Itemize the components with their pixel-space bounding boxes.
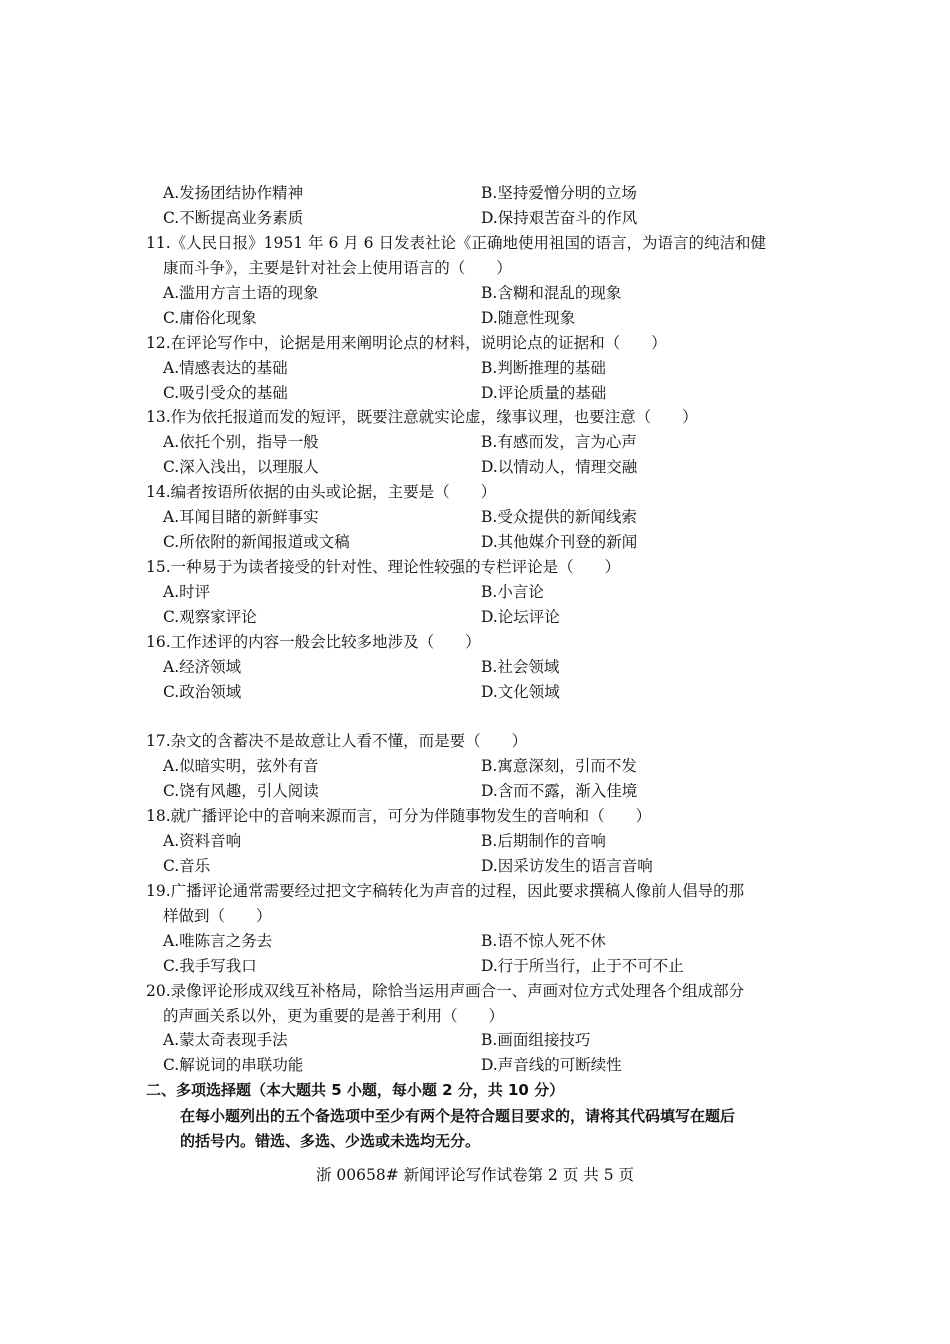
q18-option-a: A.资料音响 (163, 832, 242, 850)
q14-option-d: D.其他媒介刊登的新闻 (481, 533, 638, 551)
section2-instruction-line2: 的括号内。错选、多选、少选或未选均无分。 (180, 1132, 481, 1150)
q13-option-d: D.以情动人，情理交融 (481, 458, 638, 476)
q16-option-a: A.经济领域 (163, 658, 242, 676)
q12-option-a: A.情感表达的基础 (163, 359, 288, 377)
q11-option-c: C.庸俗化现象 (163, 309, 257, 327)
q13-option-a: A.依托个别，指导一般 (163, 433, 319, 451)
q10-option-d: D.保持艰苦奋斗的作风 (481, 209, 638, 227)
q11-option-d: D.随意性现象 (481, 309, 576, 327)
page-footer: 浙 00658# 新闻评论写作试卷第 2 页 共 5 页 (315, 1166, 634, 1184)
q16-option-b: B.社会领域 (481, 658, 560, 676)
q14-option-b: B.受众提供的新闻线索 (481, 508, 637, 526)
q20-option-d: D.声音线的可断续性 (481, 1056, 622, 1074)
q12-text: 12.在评论写作中，论据是用来阐明论点的材料，说明论点的证据和（ ） (146, 334, 667, 352)
q19-option-c: C.我手写我口 (163, 957, 257, 975)
q17-option-b: B.寓意深刻，引而不发 (481, 757, 637, 775)
q19-option-b: B.语不惊人死不休 (481, 932, 606, 950)
q18-text: 18.就广播评论中的音响来源而言，可分为伴随事物发生的音响和（ ） (146, 807, 652, 825)
q20-text-line2: 的声画关系以外，更为重要的是善于利用（ ） (163, 1007, 505, 1025)
q11-option-a: A.滥用方言土语的现象 (163, 284, 319, 302)
q17-option-d: D.含而不露，渐入佳境 (481, 782, 638, 800)
q15-option-a: A.时评 (163, 583, 211, 601)
q17-option-c: C.饶有风趣，引人阅读 (163, 782, 319, 800)
q18-option-d: D.因采访发生的语言音响 (481, 857, 653, 875)
q16-option-c: C.政治领域 (163, 683, 242, 701)
q19-option-a: A.唯陈言之务去 (163, 932, 273, 950)
q13-option-b: B.有感而发，言为心声 (481, 433, 637, 451)
q19-option-d: D.行于所当行，止于不可不止 (481, 957, 684, 975)
q20-option-b: B.画面组接技巧 (481, 1031, 591, 1049)
q12-option-c: C.吸引受众的基础 (163, 384, 288, 402)
q17-option-a: A.似暗实明，弦外有音 (163, 757, 319, 775)
q12-option-b: B.判断推理的基础 (481, 359, 606, 377)
q16-text: 16.工作述评的内容一般会比较多地涉及（ ） (146, 633, 481, 651)
q20-option-a: A.蒙太奇表现手法 (163, 1031, 288, 1049)
q11-option-b: B.含糊和混乱的现象 (481, 284, 622, 302)
q11-text-line2: 康而斗争》，主要是针对社会上使用语言的（ ） (163, 259, 512, 277)
q10-option-c: C.不断提高业务素质 (163, 209, 304, 227)
q19-text-line1: 19.广播评论通常需要经过把文字稿转化为声音的过程，因此要求撰稿人像前人倡导的那 (146, 882, 745, 900)
q12-option-d: D.评论质量的基础 (481, 384, 607, 402)
q20-option-c: C.解说词的串联功能 (163, 1056, 304, 1074)
q17-text: 17.杂文的含蓄决不是故意让人看不懂，而是要（ ） (146, 732, 528, 750)
q11-text-line1: 11.《人民日报》1951 年 6 月 6 日发表社论《正确地使用祖国的语言，为语言的纯洁和健 (146, 234, 766, 252)
q10-option-a: A.发扬团结协作精神 (163, 184, 304, 202)
q15-text: 15.一种易于为读者接受的针对性、理论性较强的专栏评论是（ ） (146, 558, 621, 576)
section2-heading: 二、多项选择题（本大题共 5 小题，每小题 2 分，共 10 分） (146, 1081, 565, 1099)
q20-text-line1: 20.录像评论形成双线互补格局，除恰当运用声画合一、声画对位方式处理各个组成部分 (146, 982, 745, 1000)
q10-option-b: B.坚持爱憎分明的立场 (481, 184, 637, 202)
q18-option-b: B.后期制作的音响 (481, 832, 606, 850)
q14-text: 14.编者按语所依据的由头或论据，主要是（ ） (146, 483, 497, 501)
q13-option-c: C.深入浅出，以理服人 (163, 458, 319, 476)
q15-option-d: D.论坛评论 (481, 608, 560, 626)
q14-option-c: C.所依附的新闻报道或文稿 (163, 533, 350, 551)
section2-instruction-line1: 在每小题列出的五个备选项中至少有两个是符合题目要求的，请将其代码填写在题后 (180, 1107, 736, 1125)
q16-option-d: D.文化领域 (481, 683, 560, 701)
q18-option-c: C.音乐 (163, 857, 211, 875)
q15-option-c: C.观察家评论 (163, 608, 257, 626)
q19-text-line2: 样做到（ ） (163, 907, 272, 925)
q15-option-b: B.小言论 (481, 583, 544, 601)
q14-option-a: A.耳闻目睹的新鲜事实 (163, 508, 319, 526)
q13-text: 13.作为依托报道而发的短评，既要注意就实论虚，缘事议理，也要注意（ ） (146, 408, 698, 426)
